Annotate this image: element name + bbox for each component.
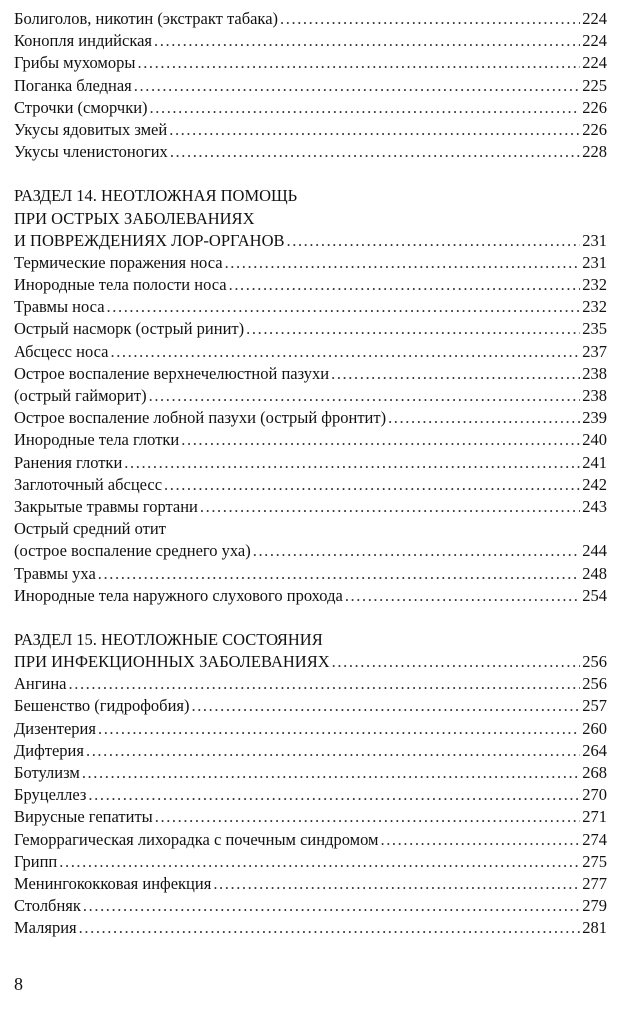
entry-title: Травмы уха [14, 563, 96, 583]
toc-entry [14, 8, 607, 30]
leader-dots [213, 873, 580, 895]
entry-page: 271 [582, 807, 607, 827]
leader-dots [154, 30, 580, 52]
entry-page: 238 [582, 363, 607, 383]
section-14-heading-line2: ПРИ ОСТРЫХ ЗАБОЛЕВАНИЯХ [14, 208, 255, 228]
toc-section-14 [14, 185, 607, 607]
toc-entry [14, 141, 607, 163]
leader-dots [107, 296, 581, 318]
entry-page: 240 [582, 430, 607, 450]
entry-title: Строчки (сморчки) [14, 97, 148, 117]
toc-entry [14, 474, 607, 496]
toc-entry [14, 496, 607, 518]
toc-entry [14, 917, 607, 939]
leader-dots [137, 52, 580, 74]
leader-dots [246, 318, 580, 340]
page-number: 8 [14, 974, 23, 994]
leader-dots [69, 673, 581, 695]
toc-entry [14, 762, 607, 784]
leader-dots [331, 363, 580, 385]
entry-title: Дифтерия [14, 740, 84, 760]
toc-entry [14, 119, 607, 141]
leader-dots [59, 851, 580, 873]
toc-section-15 [14, 629, 607, 940]
entry-page: 242 [582, 474, 607, 494]
entry-title: Конопля индийская [14, 31, 153, 51]
leader-dots [124, 452, 580, 474]
toc-entry-continued-title: Острый средний отит [14, 519, 166, 539]
leader-dots [225, 252, 581, 274]
section-14-heading-line1: РАЗДЕЛ 14. НЕОТЛОЖНАЯ ПОМОЩЬ [14, 186, 298, 206]
entry-title: Термические поражения носа [14, 252, 223, 272]
entry-title: Грибы мухоморы [14, 53, 136, 73]
entry-title: Столбняк [14, 896, 81, 916]
toc-entry [14, 585, 607, 607]
toc-group-poisons [14, 8, 607, 163]
leader-dots [332, 651, 581, 673]
toc-entry [14, 97, 607, 119]
entry-page: 231 [582, 252, 607, 272]
leader-dots [82, 762, 580, 784]
leader-dots [170, 141, 580, 163]
leader-dots [150, 97, 581, 119]
entry-page: 224 [582, 31, 607, 51]
toc-entry [14, 452, 607, 474]
leader-dots [388, 407, 580, 429]
entry-title: (острый гайморит) [14, 386, 147, 405]
entry-title: Геморрагическая лихорадка с почечным синдромом [14, 829, 379, 849]
toc-entry [14, 740, 607, 762]
entry-title: Грипп [14, 851, 58, 871]
entry-title: ПРИ ИНФЕКЦИОННЫХ ЗАБОЛЕВАНИЯХ [14, 652, 330, 672]
leader-dots [169, 119, 580, 141]
entry-page: 238 [582, 386, 607, 405]
leader-dots [88, 784, 580, 806]
entry-title: Болиголов, никотин (экстракт табака) [14, 9, 279, 28]
leader-dots [191, 695, 580, 717]
entry-page: 254 [582, 585, 607, 605]
toc-entry [14, 851, 607, 873]
entry-title: Инородные тела глотки [14, 430, 180, 450]
toc-entry [14, 75, 607, 97]
entry-page: 224 [582, 9, 607, 28]
entry-page: 226 [582, 119, 607, 139]
entry-title: Менингококковая инфекция [14, 873, 212, 893]
leader-dots [380, 829, 580, 851]
entry-page: 224 [582, 53, 607, 73]
toc-entry [14, 695, 607, 717]
toc-entry [14, 274, 607, 296]
section-15-heading-line2 [14, 651, 607, 673]
entry-page: 241 [582, 452, 607, 472]
leader-dots [200, 496, 580, 518]
entry-title: Малярия [14, 918, 77, 938]
entry-page: 279 [582, 896, 607, 916]
toc-entry [14, 52, 607, 74]
entry-page: 226 [582, 97, 607, 117]
toc-entry [14, 873, 607, 895]
entry-page: 257 [582, 696, 607, 716]
toc-entry [14, 363, 607, 385]
toc-entry [14, 784, 607, 806]
entry-title: Ангина [14, 674, 67, 694]
entry-title: Закрытые травмы гортани [14, 496, 198, 516]
toc-entry [14, 318, 607, 340]
entry-page: 270 [582, 785, 607, 805]
entry-title: Абсцесс носа [14, 341, 109, 361]
entry-page: 244 [582, 541, 607, 561]
leader-dots [181, 429, 580, 451]
leader-dots [98, 718, 580, 740]
leader-dots [98, 563, 580, 585]
toc-entry [14, 341, 607, 363]
entry-page: 256 [582, 652, 607, 672]
entry-page: 239 [582, 408, 607, 428]
toc-entry [14, 296, 607, 318]
entry-page: 268 [582, 763, 607, 782]
entry-page: 260 [582, 718, 607, 738]
leader-dots [164, 474, 580, 496]
entry-page: 232 [582, 275, 607, 295]
section-spacer [14, 607, 607, 629]
leader-dots [134, 75, 580, 97]
entry-page: 232 [582, 297, 607, 317]
leader-dots [280, 8, 580, 30]
toc-entry [14, 540, 607, 562]
entry-title: Инородные тела полости носа [14, 275, 227, 295]
entry-page: 231 [582, 230, 607, 250]
entry-page: 248 [582, 563, 607, 583]
entry-title: Бешенство (гидрофобия) [14, 696, 190, 716]
leader-dots [79, 917, 581, 939]
leader-dots [287, 230, 581, 252]
table-of-contents [14, 8, 607, 940]
entry-title: Бруцеллез [14, 785, 87, 805]
entry-title: Острое воспаление лобной пазухи (острый фронтит) [14, 408, 387, 428]
entry-page: 237 [582, 341, 607, 361]
entry-title: Острый насморк (острый ринит) [14, 319, 245, 339]
leader-dots [110, 341, 580, 363]
entry-page: 275 [582, 851, 607, 871]
toc-entry [14, 718, 607, 740]
leader-dots [253, 540, 581, 562]
leader-dots [83, 895, 580, 917]
entry-page: 235 [582, 319, 607, 339]
entry-title: Поганка бледная [14, 75, 132, 95]
entry-page: 225 [582, 75, 607, 95]
entry-title: (острое воспаление среднего уха) [14, 541, 251, 561]
entry-title: Ботулизм [14, 763, 80, 782]
entry-title: Дизентерия [14, 718, 96, 738]
entry-page: 256 [582, 674, 607, 694]
section-15-heading-line1: РАЗДЕЛ 15. НЕОТЛОЖНЫЕ СОСТОЯНИЯ [14, 629, 323, 649]
entry-page: 281 [582, 918, 607, 938]
toc-entry [14, 673, 607, 695]
leader-dots [149, 385, 581, 407]
leader-dots [229, 274, 581, 296]
entry-title: И ПОВРЕЖДЕНИЯХ ЛОР-ОРГАНОВ [14, 230, 285, 250]
leader-dots [86, 740, 580, 762]
toc-entry [14, 252, 607, 274]
section-spacer [14, 163, 607, 185]
toc-entry [14, 806, 607, 828]
toc-entry [14, 407, 607, 429]
toc-entry [14, 829, 607, 851]
entry-page: 243 [582, 496, 607, 516]
entry-title: Инородные тела наружного слухового прохода [14, 585, 343, 605]
entry-title: Укусы членистоногих [14, 142, 168, 162]
toc-entry [14, 563, 607, 585]
entry-page: 274 [582, 829, 607, 849]
leader-dots [155, 806, 581, 828]
entry-page: 264 [582, 740, 607, 760]
entry-title: Острое воспаление верхнечелюстной пазухи [14, 363, 330, 383]
entry-title: Укусы ядовитых змей [14, 119, 168, 139]
toc-entry [14, 429, 607, 451]
leader-dots [345, 585, 580, 607]
entry-title: Ранения глотки [14, 452, 123, 472]
section-14-heading-line3 [14, 230, 607, 252]
entry-title: Заглоточный абсцесс [14, 474, 163, 494]
entry-page: 277 [582, 873, 607, 893]
toc-entry [14, 895, 607, 917]
toc-entry [14, 385, 607, 407]
toc-entry [14, 30, 607, 52]
entry-page: 228 [582, 142, 607, 162]
entry-title: Травмы носа [14, 297, 105, 317]
entry-title: Вирусные гепатиты [14, 807, 153, 827]
